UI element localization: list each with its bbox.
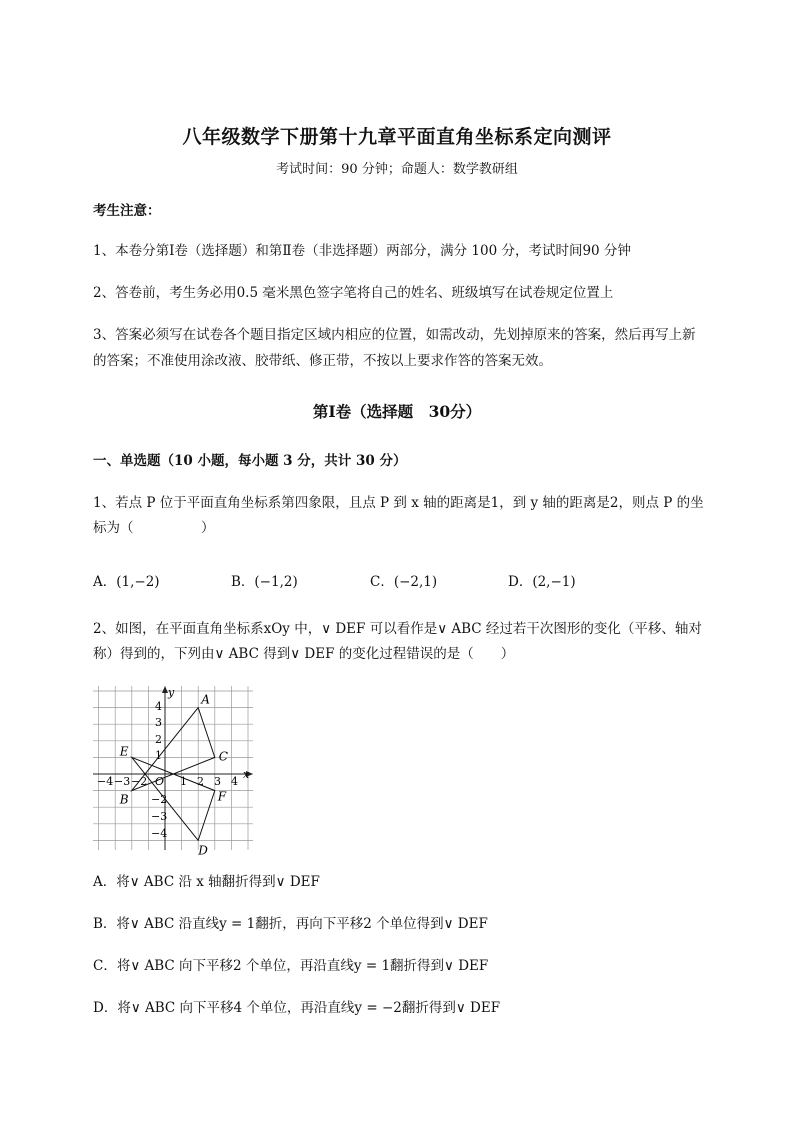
notice-item-3: 3、答案必须写在试卷各个题目指定区域内相应的位置，如需改动，先划掉原来的答案，然后再写上新 [93,327,696,343]
x-tick: 1 [180,775,187,788]
notice-item-1: 1、本卷分第Ⅰ卷（选择题）和第Ⅱ卷（非选择题）两部分，满分 100 分，考试时间90 分钟 [93,243,631,259]
y-tick: 1 [155,749,162,762]
y-tick: −2 [151,793,168,806]
x-tick: 3 [214,775,221,788]
point-label-e: E [119,744,129,759]
figure-axes [93,686,253,850]
page-title: 八年级数学下册第十九章平面直角坐标系定向测评 [182,126,612,148]
x-tick: −3 [114,775,131,788]
x-tick: −2 [131,775,148,788]
q1-option-b[interactable]: B．(−1,2) [231,574,298,590]
origin-label: O [155,775,165,788]
y-axis-label: y [168,686,175,699]
notice-heading: 考生注意： [93,203,161,219]
point-label-f: F [217,789,227,804]
point-label-d: D [198,843,208,858]
notice-item-3-cont: 的答案；不准使用涂改液、胶带纸、修正带，不按以上要求作答的答案无效。 [93,353,552,369]
q2-option-b[interactable]: B．将∨ ABC 沿直线y = 1翻折，再向下平移2 个单位得到∨ DEF [93,916,488,932]
triangle-def [132,757,215,840]
figure-grid [93,686,253,850]
x-tick: 4 [231,775,238,788]
point-label-c: C [218,749,228,764]
x-tick: −4 [97,775,114,788]
page-subtitle: 考试时间：90 分钟；命题人：数学教研组 [276,162,518,177]
point-label-b: B [119,792,129,807]
q2-option-c[interactable]: C．将∨ ABC 向下平移2 个单位，再沿直线y = 1翻折得到∨ DEF [93,958,489,974]
x-tick: 2 [197,775,204,788]
q1-option-d[interactable]: D．(2,−1) [508,574,576,590]
q2-stem-line2: 称）得到的，下列由∨ ABC 得到∨ DEF 的变化过程错误的是（ ） [93,646,515,662]
q1-stem-line2: 标为（ ） [93,520,215,536]
q1-option-a[interactable]: A．(1,−2) [93,574,160,590]
section-title: 第Ⅰ卷（选择题 30分） [312,402,482,421]
point-label-a: A [201,692,210,707]
q1-option-c[interactable]: C．(−2,1) [370,574,438,590]
coordinate-figure [93,686,253,858]
q1-stem-line1: 1、若点 P 位于平面直角坐标系第四象限，且点 P 到 x 轴的距离是1，到 y 轴的距离是2，则点 P 的坐 [93,495,704,511]
q2-option-d[interactable]: D．将∨ ABC 向下平移4 个单位，再沿直线y = −2翻折得到∨ DEF [93,1000,501,1016]
q2-stem-line1: 2、如图，在平面直角坐标系xOy 中，∨ DEF 可以看作是∨ ABC 经过若干次图形的变化（平移、轴对 [93,621,702,637]
notice-item-2: 2、答卷前，考生务必用0.5 毫米黑色签字笔将自己的姓名、班级填写在试卷规定位置上 [93,285,614,301]
y-tick: −4 [151,827,168,840]
y-tick: −3 [151,810,168,823]
x-axis-label: x [243,768,250,781]
figure-ticks [97,700,238,840]
q2-option-a[interactable]: A．将∨ ABC 沿 x 轴翻折得到∨ DEF [93,874,320,890]
y-tick: 2 [155,733,162,746]
part-heading: 一、单选题（10 小题，每小题 3 分，共计 30 分） [93,453,407,469]
y-tick: 4 [155,700,162,713]
y-tick: 3 [155,716,162,729]
